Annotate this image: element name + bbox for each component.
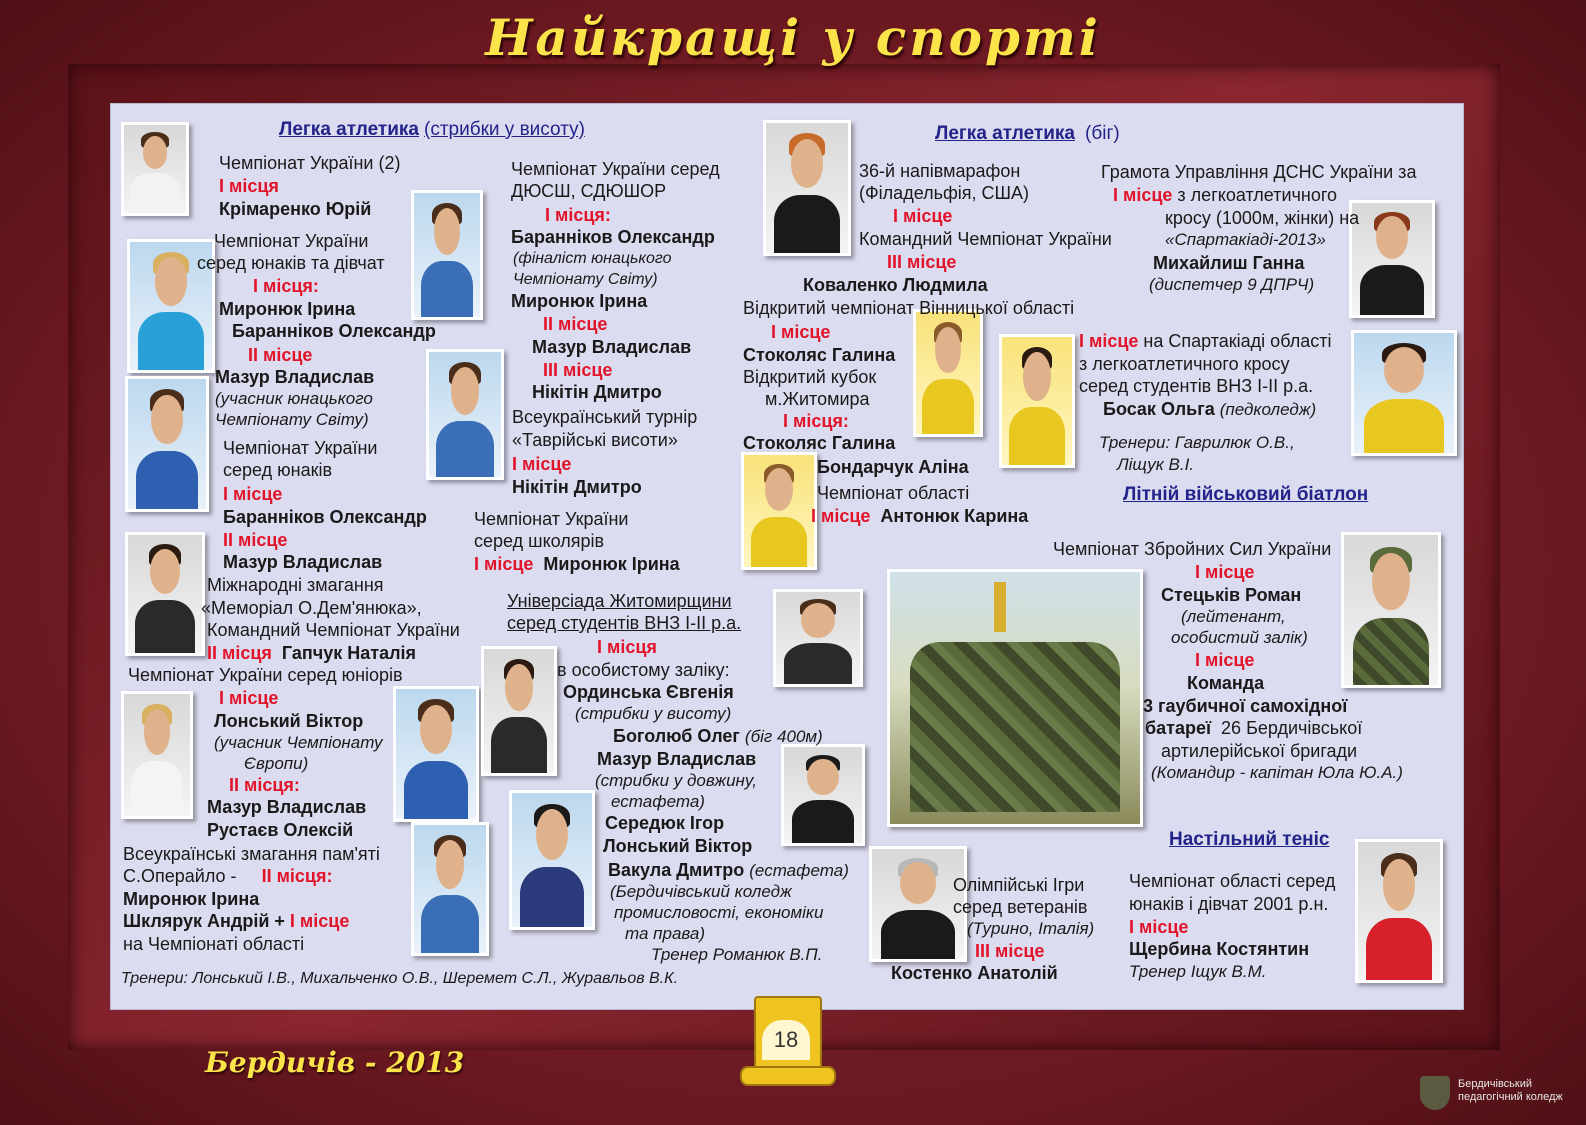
text-line: Всеукраїнські змагання пам'яті <box>123 844 380 864</box>
place-label: І місця: <box>545 205 611 225</box>
text-line: І місце на Спартакіаді області <box>1079 331 1332 351</box>
athlete-name: Стецьків Роман <box>1161 585 1302 605</box>
photo-rustaev <box>393 686 479 822</box>
athlete-name: Баранніков Олександр <box>223 507 427 527</box>
note: Чемпіонату Світу) <box>215 410 369 429</box>
text-line: Босак Ольга (педколедж) <box>1103 399 1317 419</box>
text-line: серед студентів ВНЗ І-ІІ р.а. <box>1079 376 1314 396</box>
note: естафета) <box>611 792 705 811</box>
note: (фіналіст юнацького <box>513 250 672 267</box>
photo-ordynska <box>481 646 557 776</box>
athlete-name: Мазур Владислав <box>532 337 692 357</box>
note: (лейтенант, <box>1181 607 1286 626</box>
text-line: ДЮСШ, СДЮШОР <box>511 181 667 201</box>
page-number-badge <box>740 990 832 1086</box>
place-label: І місце <box>893 206 953 226</box>
text-line: Командний Чемпіонат України <box>859 229 1112 249</box>
place-label: І місце <box>219 688 279 708</box>
photo-mazur-1 <box>125 376 209 512</box>
section-high-jump-heading: Легка атлетика (стрибки у висоту) <box>279 119 585 140</box>
place-label: ІІІ місце <box>887 252 957 272</box>
text-line: серед школярів <box>474 531 605 551</box>
place-label: І місця: <box>783 411 849 431</box>
note: Чемпіонату Світу) <box>513 271 658 288</box>
text-line: Боголюб Олег (біг 400м) <box>613 726 823 746</box>
athlete-name: Михайлиш Ганна <box>1153 253 1305 273</box>
place-label: І місце <box>512 454 572 474</box>
note: особистий залік) <box>1171 628 1308 647</box>
text-line: Відкритий кубок <box>743 367 877 387</box>
place-label: І місця <box>597 637 657 657</box>
athlete-name: Миронюк Ірина <box>219 299 356 319</box>
poster-title: Найкращі у спорті <box>485 8 1101 67</box>
text-line: Шклярук Андрій + І місце <box>123 911 350 931</box>
note: (диспетчер 9 ДПРЧ) <box>1149 275 1315 294</box>
text-line: з легкоатлетичного кросу <box>1079 354 1290 374</box>
text-line: Чемпіонат області <box>817 483 970 503</box>
text-line: на Чемпіонаті області <box>123 934 305 954</box>
place-label: І місце <box>223 484 283 504</box>
athlete-name: Стоколяс Галина <box>743 433 896 453</box>
content-board <box>110 103 1464 1010</box>
athlete-name: Нікітін Дмитро <box>512 477 642 497</box>
athlete-name: Миронюк Ірина <box>123 889 260 909</box>
text-line: І місце з легкоатлетичного <box>1113 185 1338 205</box>
photo-biathlon-team <box>887 569 1143 827</box>
athlete-name: Мазур Владислав <box>223 552 383 572</box>
photo-hapchuk <box>125 532 205 656</box>
note: Європи) <box>244 754 309 773</box>
athlete-name: Щербина Костянтин <box>1129 939 1310 959</box>
photo-bondarchuk <box>999 334 1075 468</box>
text-line: Чемпіонат України (2) <box>219 153 401 173</box>
photo-kovalenko <box>763 120 851 256</box>
text-line: м.Житомира <box>765 389 870 409</box>
note: (стрибки у довжину, <box>595 771 757 790</box>
note: (Турино, Італія) <box>967 919 1095 938</box>
photo-serediuk <box>781 744 865 846</box>
text-line: Всеукраїнський турнір <box>512 407 698 427</box>
shield-icon <box>1420 1076 1450 1110</box>
coaches-note: Тренери: Гаврилюк О.В., <box>1099 433 1295 452</box>
text-line: Чемпіонат України серед <box>511 159 720 179</box>
text-line: артилерійської бригади <box>1161 741 1358 761</box>
text-line: юнаків і дівчат 2001 р.н. <box>1129 894 1329 914</box>
athlete-name: Бондарчук Аліна <box>817 457 969 477</box>
text-line: Чемпіонат України <box>474 509 629 529</box>
text-line: серед юнаків <box>223 460 333 480</box>
text-line: серед юнаків та дівчат <box>197 253 385 273</box>
athlete-name: Баранніков Олександр <box>232 321 436 341</box>
text-line: кросу (1000м, жінки) на <box>1165 208 1360 228</box>
note: (учасник юнацького <box>215 389 373 408</box>
athlete-name: Крімаренко Юрій <box>219 199 372 219</box>
text-line: 36-й напівмарафон <box>859 161 1021 181</box>
photo-shcherbyna <box>1355 839 1443 983</box>
text-line: Міжнародні змагання <box>207 575 384 595</box>
text-line: С.Операйло - ІІ місця: <box>123 866 333 886</box>
text-line: Грамота Управління ДСНС України за <box>1101 162 1417 182</box>
athlete-name: Мазур Владислав <box>207 797 367 817</box>
place-label: І місце <box>1195 562 1255 582</box>
note: промисловості, економіки <box>614 903 824 922</box>
note: (стрибки у висоту) <box>575 704 732 723</box>
place-label: І місця: <box>253 276 319 296</box>
text-line: Чемпіонат Збройних Сил України <box>1053 539 1332 559</box>
team-name: 3 гаубичної самохідної <box>1143 696 1348 716</box>
place-label: ІІ місце <box>543 314 608 334</box>
photo-boholiub <box>773 589 863 687</box>
text-line: в особистому заліку: <box>557 660 730 680</box>
coaches-note: Тренери: Лонський І.В., Михальченко О.В., Шеремет С.Л., Журавльов В.К. <box>121 970 679 987</box>
team-name: Команда <box>1187 673 1265 693</box>
athlete-name: Стоколяс Галина <box>743 345 896 365</box>
place-label: І місце <box>1129 917 1189 937</box>
note: (учасник Чемпіонату <box>214 733 383 752</box>
text-line: Командний Чемпіонат України <box>207 620 460 640</box>
text-line: Вакула Дмитро (естафета) <box>608 860 849 880</box>
college-logo <box>1420 1074 1580 1114</box>
place-label: ІІ місця: <box>229 775 300 795</box>
place-label: І місце <box>771 322 831 342</box>
page-number: 18 <box>762 1020 810 1060</box>
text-line: серед ветеранів <box>953 897 1088 917</box>
place-label: ІІ місце <box>223 530 288 550</box>
text-line: Чемпіонат України серед юніорів <box>128 665 403 685</box>
athlete-name: Рустаєв Олексій <box>207 820 354 840</box>
text-line: Чемпіонат України <box>214 231 369 251</box>
photo-stetskiv <box>1341 532 1441 688</box>
photo-antoniuk <box>741 452 817 570</box>
section-running-heading: Легка атлетика (біг) <box>935 123 1120 144</box>
text-line: Відкритий чемпіонат Вінницької області <box>743 298 1075 318</box>
place-label: І місця <box>219 176 279 196</box>
note: та права) <box>625 924 706 943</box>
logo-text: Бердичівський педагогічний коледж <box>1458 1078 1563 1103</box>
place-label: ІІІ місце <box>975 941 1045 961</box>
text-line: Чемпіонат області серед <box>1129 871 1336 891</box>
photo-lonskyi <box>121 691 193 819</box>
place-label: ІІІ місце <box>543 360 613 380</box>
athlete-name: Костенко Анатолій <box>891 963 1058 983</box>
athlete-name: Мазур Владислав <box>215 367 375 387</box>
section-universiade-heading: Універсіада Житомирщини <box>507 591 732 611</box>
coaches-note: Ліщук В.І. <box>1117 455 1195 474</box>
athlete-name: Коваленко Людмила <box>803 275 988 295</box>
photo-barannikov-1 <box>411 190 483 320</box>
photo-bosak <box>1351 330 1457 456</box>
footer-city-year: Бердичів - 2013 <box>205 1046 465 1079</box>
athlete-name: Середюк Ігор <box>605 813 725 833</box>
place-label: І місце <box>1195 650 1255 670</box>
text-line: І місце Миронюк Ірина <box>474 554 680 574</box>
text-line: батареї 26 Бердичівської <box>1145 718 1363 738</box>
photo-stokolias <box>913 309 983 437</box>
photo-vakula <box>509 790 595 930</box>
text-line: І місце Антонюк Карина <box>811 506 1029 526</box>
athlete-name: Мазур Владислав <box>597 749 757 769</box>
text-line: ІІ місця Гапчук Наталія <box>207 643 417 663</box>
photo-krimarenko <box>121 122 189 216</box>
text-line: «Таврійські висоти» <box>512 430 678 450</box>
athlete-name: Лонський Віктор <box>214 711 364 731</box>
text-line: (Філадельфія, США) <box>859 183 1030 203</box>
section-universiade-heading: серед студентів ВНЗ І-ІІ р.а. <box>507 613 742 633</box>
note: (Бердичівський коледж <box>610 882 792 901</box>
badge-base <box>740 1066 836 1086</box>
text-line: «Меморіал О.Дем'янюка», <box>201 598 422 618</box>
text-line: Чемпіонат України <box>223 438 378 458</box>
photo-shkliaruk <box>411 822 489 956</box>
athlete-name: Баранніков Олександр <box>511 227 715 247</box>
note: (Командир - капітан Юла Ю.А.) <box>1151 763 1403 782</box>
athlete-name: Ординська Євгенія <box>563 682 734 702</box>
photo-mykhailysh <box>1349 200 1435 318</box>
athlete-name: Лонський Віктор <box>603 836 753 856</box>
athlete-name: Нікітін Дмитро <box>532 382 662 402</box>
section-biathlon-heading: Літній військовий біатлон <box>1123 484 1369 505</box>
coach-note: Тренер Романюк В.П. <box>651 945 823 964</box>
athlete-name: Миронюк Ірина <box>511 291 648 311</box>
section-tennis-heading: Настільний теніс <box>1169 829 1330 850</box>
place-label: ІІ місце <box>248 345 313 365</box>
coach-note: Тренер Іщук В.М. <box>1129 962 1267 981</box>
text-line: Олімпійські Ігри <box>953 875 1085 895</box>
note: «Спартакіаді-2013» <box>1165 230 1326 249</box>
photo-nikitin <box>426 349 504 480</box>
